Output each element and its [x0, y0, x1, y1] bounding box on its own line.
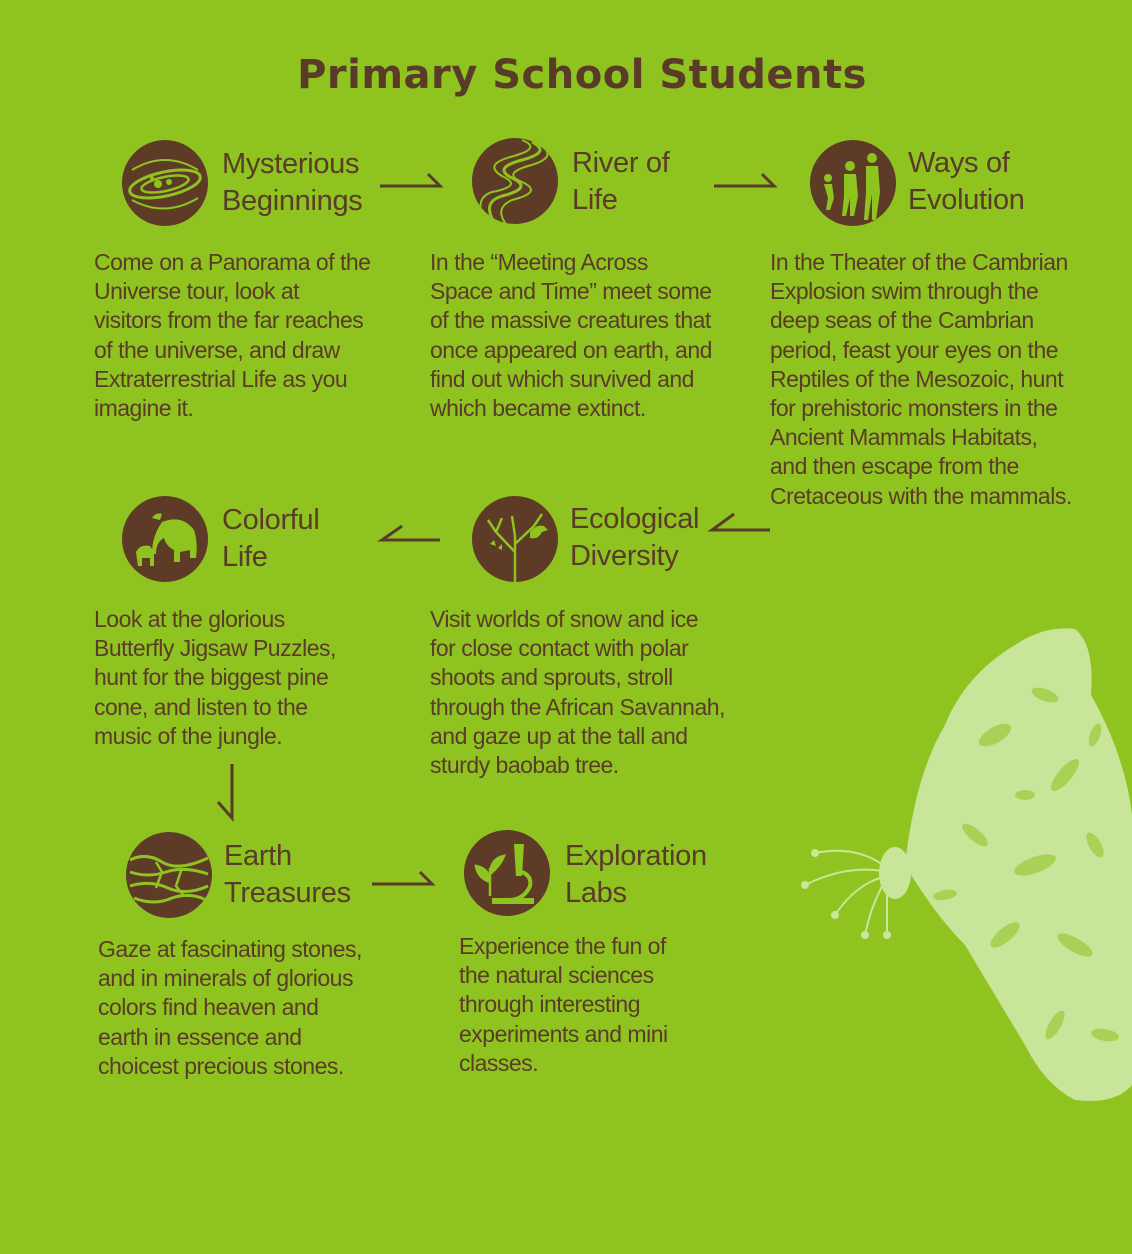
page-title: Primary School Students: [297, 52, 867, 98]
station-desc-ways-of-evolution: In the Theater of the Cambrian Explosion swim through the deep seas of the Cambrian period, feast your eyes on the Reptiles of the Mesozoic, hunt for prehistoric monsters in the Ancient Mammals Habitats, and then escape from the Cretaceous with the mammals.: [770, 249, 1072, 509]
station-label-colorful-life: Colorful Life: [222, 504, 320, 573]
galaxy-icon: [122, 140, 208, 226]
winding-river-icon: [472, 138, 558, 224]
station-desc-ecological-diversity: Visit worlds of snow and ice for close contact with polar shoots and sprouts, stroll through the African Savannah, and gaze up at the tall and sturdy baobab tree.: [430, 606, 725, 779]
station-desc-mysterious-beginnings: Come on a Panorama of the Universe tour, look at visitors from the far reaches of the universe, and draw Extraterrestrial Life as you imagine it.: [94, 249, 371, 422]
station-desc-river-of-life: In the “Meeting Across Space and Time” meet some of the massive creatures that once appeared on earth, and find out which survived and which became extinct.: [430, 249, 712, 422]
arrow-left-4: [374, 522, 446, 550]
elephant-animals-icon: [122, 496, 208, 582]
station-desc-earth-treasures: Gaze at fascinating stones, and in minerals of glorious colors find heaven and earth in essence and choicest precious stones.: [98, 936, 362, 1079]
rock-strata-icon: [126, 832, 212, 918]
arrow-right-2: [710, 170, 782, 194]
station-label-river-of-life: River of Life: [572, 147, 670, 216]
butterfly-decoration-icon: [795, 615, 1132, 1105]
station-label-ecological-diversity: Ecological Diversity: [570, 503, 700, 572]
evolution-figures-icon: [810, 140, 896, 226]
station-label-earth-treasures: Earth Treasures: [224, 840, 351, 909]
arrow-left-3: [704, 508, 776, 538]
arrow-right-6: [368, 868, 440, 892]
arrow-right-1: [376, 170, 448, 194]
arrow-down-5: [208, 760, 242, 824]
station-label-mysterious-beginnings: Mysterious Beginnings: [222, 148, 363, 217]
station-desc-colorful-life: Look at the glorious Butterfly Jigsaw Puzzles, hunt for the biggest pine cone, and listen to the music of the jungle.: [94, 606, 336, 749]
station-label-ways-of-evolution: Ways of Evolution: [908, 147, 1025, 216]
microscope-plant-icon: [464, 830, 550, 916]
station-label-exploration-labs: Exploration Labs: [565, 840, 707, 909]
bird-branches-icon: [472, 496, 558, 582]
station-desc-exploration-labs: Experience the fun of the natural sciences through interesting experiments and mini classes.: [459, 933, 668, 1076]
